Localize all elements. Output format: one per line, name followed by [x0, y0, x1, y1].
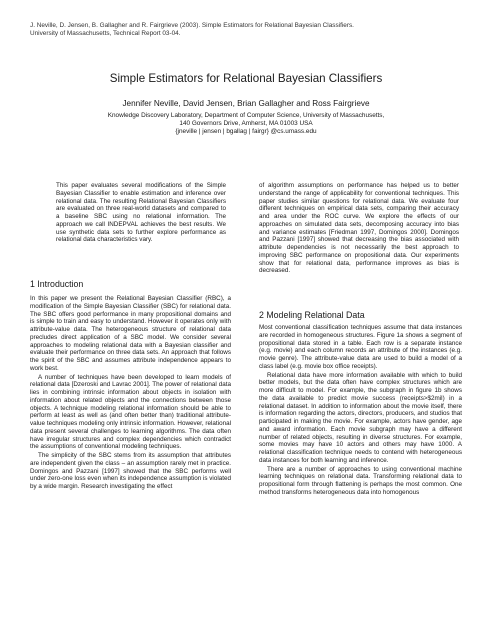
- section-1-paragraph: The simplicity of the SBC stems from its assumption that attributes are independent given the class – an assumption rarely met in practice. Domingos and Pazzani [1997] showed that the SBC performs well under zero-one loss even when its independence assumption is violated by a wide margin. Research investigating the effect: [30, 452, 231, 490]
- section-1-paragraph: In this paper we present the Relational Bayesian Classifier (RBC), a modification of the Simple Bayesian Classifier (SBC) for relational data. The SBC offers good performance in many propositional domains and is simple to train and easy to understand. However it operates only with attribute-value data. The heterogeneous structure of relational data precludes direct application of a SBC model. We consider several approaches to modeling relational data with a Bayesian classifier and evaluate their performance on three data sets. An approach that follows the spirit of the SBC and assumes attribute independence appears to work best.: [30, 295, 231, 372]
- abstract: [56, 182, 226, 245]
- affiliation-line-2: 140 Governors Drive, Amherst, MA 01003 USA: [179, 119, 313, 127]
- section-1-paragraph: A number of techniques have been developed to learn models of relational data [Dzeroski and Lavrac 2001]. The power of relational data lies in combining intrinsic information about objects in isolation with information about related objects and the connections between those objects. A technique modeling relational information should be able to perform at least as well as (and often better than) traditional attribute-value techniques modeling only intrinsic information. However, relational data present several challenges to learning algorithms. The data often have irregular structures and complex dependencies which contradict the assumptions of conventional modeling techniques.: [30, 373, 231, 451]
- citation-line-1: J. Neville, D. Jensen, B. Gallagher and R. Fairgrieve (2003). Simple Estimators for Relational Bayesian Classifiers.: [30, 22, 354, 29]
- section-1-heading: 1 Introduction: [30, 279, 84, 289]
- affiliation-line-1: Knowledge Discovery Laboratory, Department of Computer Science, University of Massachusetts,: [107, 112, 385, 119]
- right-column-intro: [259, 182, 459, 276]
- author-list: Jennifer Neville, David Jensen, Brian Gallagher and Ross Fairgrieve: [122, 99, 370, 108]
- section-2-paragraph: Relational data have more information available with which to build better models, but the data often have complex structures which are more difficult to model. For example, the subgraph in figure 1b shows the data available to predict movie success (receipts>$2mil) in a relational dataset. In addition to information about the movie itself, there is information regarding the actors, directors, producers, and studios that participated in making the movie. For example, actors have gender, age and award information. Each movie subgraph may have a different number of related objects, resulting in diverse structures. For example, some movies may have 10 actors and others may have 1000. A relational classification technique needs to contend with heterogeneous data instances for both learning and inference.: [259, 371, 462, 464]
- affiliation: [60, 112, 432, 135]
- section-2-paragraph: There are a number of approaches to using conventional machine learning techniques on relational data. Transforming relational data to propositional form through flattening is perhaps the most common. One method transforms heterogeneous data into homogenous: [259, 465, 462, 496]
- abstract-text: This paper evaluates several modifications of the Simple Bayesian Classifier to enable estimation and inference over relational data. The resulting Relational Bayesian Classifiers are evaluated on three real-world datasets and compared to a baseline SBC using no relational information. The approach we call INDEPVAL achieves the best results. We use synthetic data sets to further explore performance as relational data characteristics vary.: [56, 182, 226, 244]
- paper-title: Simple Estimators for Relational Bayesian Classifiers: [109, 72, 383, 85]
- section-1-body: [30, 295, 231, 492]
- citation-line-2: University of Massachusetts, Technical Report 03-04.: [30, 30, 181, 37]
- affiliation-emails: {jneville | jensen | bgallag | fairgr} @cs.umass.edu: [175, 127, 317, 135]
- intro-continuation: of algorithm assumptions on performance has helped us to better understand the range of applicability for conventional techniques. This paper studies similar questions for relational data. We evaluate four different techniques on empirical data sets, comparing their accuracy and area under the ROC curve. We explore the effects of our approaches on simulated data sets, decomposing accuracy into bias and variance estimates [Friedman 1997, Domingos 2000]. Domingos and Pazzani [1997] showed that decreasing the bias associated with attribute dependencies is not necessarily the best approach to improving SBC performance on propositional data. Our experiments show that for relational data, performance improves as bias is decreased.: [259, 182, 459, 275]
- citation-header: [30, 22, 470, 38]
- section-2-heading: 2 Modeling Relational Data: [259, 310, 365, 320]
- section-2-body: [259, 324, 462, 498]
- section-2-paragraph: Most conventional classification techniques assume that data instances are recorded in homogeneous structures. Figure 1a shows a segment of propositional data stored in a table. Each row is a separate instance (e.g. movie) and each column records an attribute of the instances (e.g. movie genre). The attribute-value data are used to build a model of a class label (e.g. movie box office receipts).: [259, 324, 462, 370]
